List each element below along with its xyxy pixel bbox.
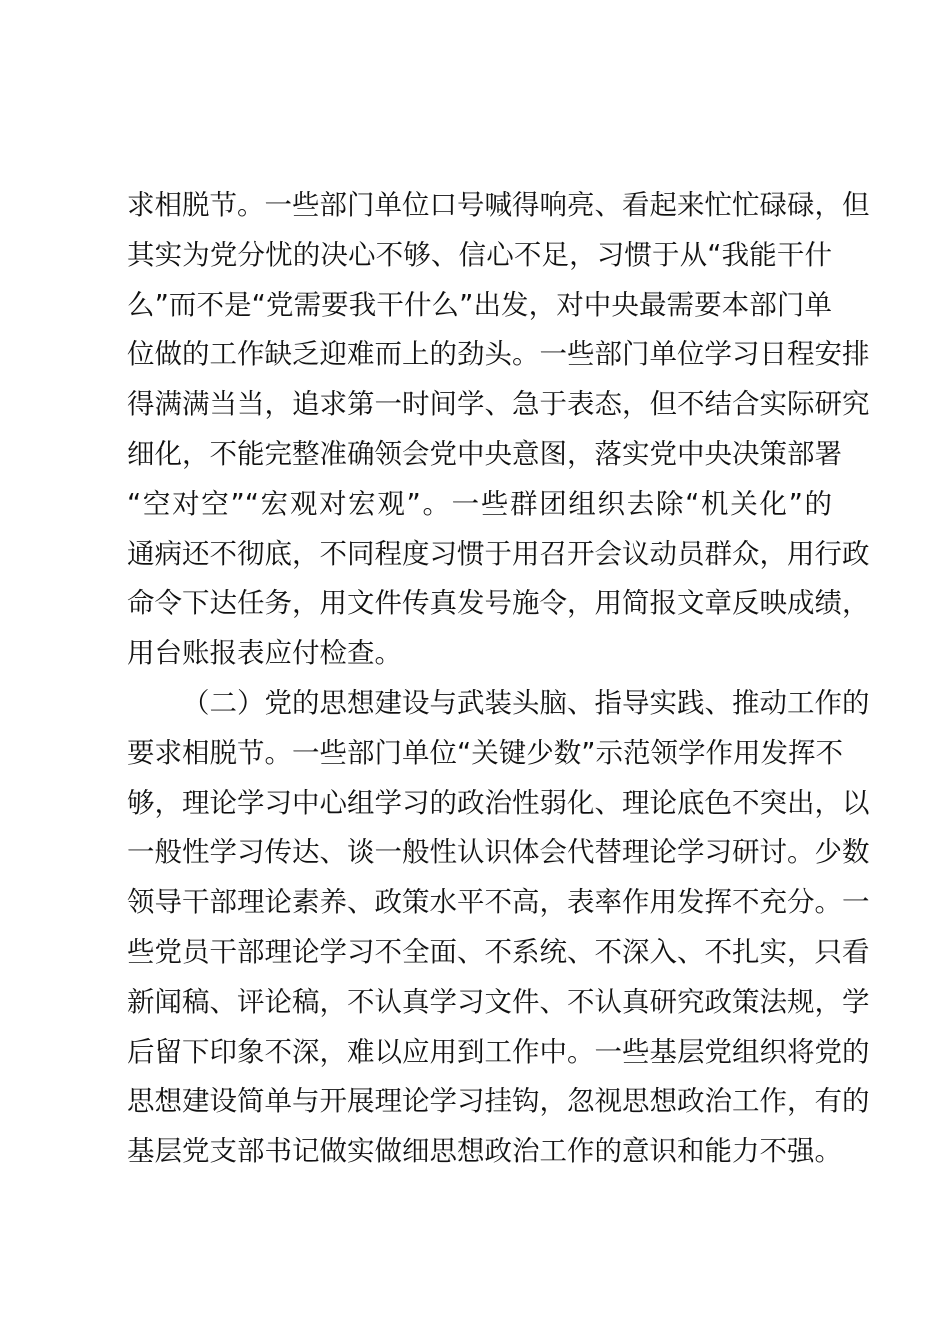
text-line: 位做的工作缺乏迎难而上的劲头。一些部门单位学习日程安排 [127, 338, 870, 371]
text-line: 新闻稿、评论稿，不认真学习文件、不认真研究政策法规，学 [127, 985, 870, 1018]
text-line: 通病还不彻底，不同程度习惯于用召开会议动员群众，用行政 [127, 537, 870, 570]
paragraph-1 [127, 181, 870, 679]
body-text [127, 181, 870, 1177]
text-line: 命令下达任务，用文件传真发号施令，用简报文章反映成绩， [127, 587, 870, 620]
text-line: 么”而不是“党需要我干什么”出发，对中央最需要本部门单 [127, 288, 832, 321]
text-line: 得满满当当，追求第一时间学、急于表态，但不结合实际研究 [127, 388, 870, 421]
text-line: 后留下印象不深，难以应用到工作中。一些基层党组织将党的 [127, 1035, 870, 1068]
text-line: 细化，不能完整准确领会党中央意图，落实党中央决策部署 [127, 437, 842, 470]
paragraph-2 [127, 679, 870, 1177]
text-line: 基层党支部书记做实做细思想政治工作的意识和能力不强。 [127, 1135, 842, 1168]
section-heading-line: （二）党的思想建设与武装头脑、指导实践、推动工作的 [182, 686, 870, 719]
text-line: 其实为党分忧的决心不够、信心不足，习惯于从“我能干什 [127, 238, 832, 271]
text-line: 些党员干部理论学习不全面、不系统、不深入、不扎实，只看 [127, 935, 870, 968]
text-line: 够，理论学习中心组学习的政治性弱化、理论底色不突出，以 [127, 786, 870, 819]
text-line: 求相脱节。一些部门单位口号喊得响亮、看起来忙忙碌碌，但 [127, 189, 870, 221]
text-line: 用台账报表应付检查。 [127, 637, 402, 670]
text-line: 思想建设简单与开展理论学习挂钩，忽视思想政治工作，有的 [127, 1085, 870, 1118]
text-line: “空对空”“宏观对宏观”。一些群团组织去除“机关化”的 [127, 487, 832, 520]
text-line: 一般性学习传达、谈一般性认识体会代替理论学习研讨。少数 [127, 836, 870, 869]
text-line: 领导干部理论素养、政策水平不高，表率作用发挥不充分。一 [127, 886, 870, 919]
text-line: 要求相脱节。一些部门单位“关键少数”示范领学作用发挥不 [127, 736, 843, 769]
